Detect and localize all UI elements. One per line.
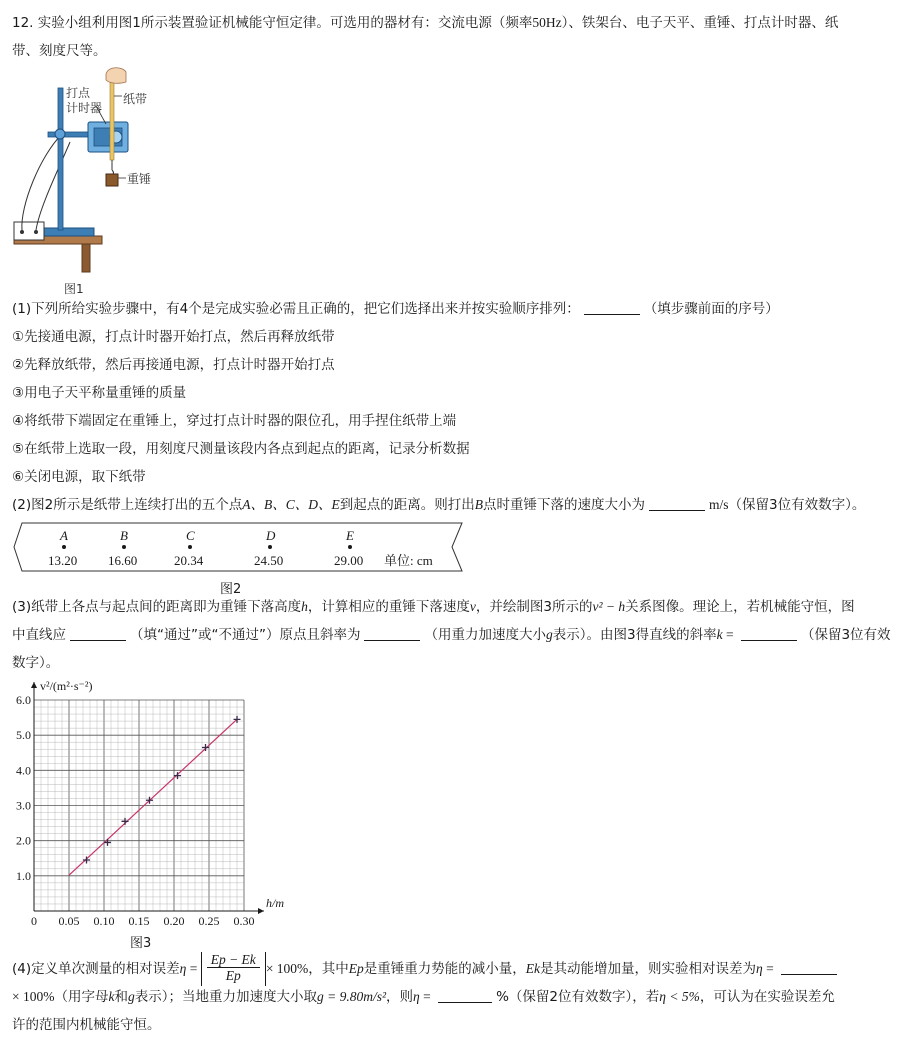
part3-line-2: 中直线应 （填“通过”或“不通过”）原点且斜率为 （用重力加速度大小g表示）。由图3得直线的斜率k = （保留3位有效 — [12, 627, 891, 643]
step-1: ①先接通电源，打点计时器开始打点，然后再释放纸带 — [12, 329, 335, 345]
figure-3 — [8, 676, 308, 951]
y-tick-label: 6.0 — [16, 693, 31, 707]
figure-2 — [12, 520, 467, 596]
y-tick-label: 4.0 — [16, 763, 31, 778]
weight-label: 重锤 — [127, 172, 152, 186]
y-axis-label: v²/(m²·s⁻²) — [40, 679, 93, 693]
x-tick-label: 0.30 — [233, 914, 255, 928]
step-3: ③用电子天平称量重锤的质量 — [12, 385, 187, 401]
figure-3-caption: 图3 — [130, 936, 152, 951]
x-tick-label: 0.15 — [128, 914, 150, 928]
part3-line-3: 数字）。 — [12, 655, 60, 671]
x-axis-label: h/m — [266, 896, 284, 910]
step-4: ④将纸带下端固定在重锤上，穿过打点计时器的限位孔，用手捏住纸带上端 — [12, 413, 457, 429]
part3-line-1: (3)纸带上各点与起点间的距离即为重锤下落高度h，计算相应的重锤下落速度v，并绘制图3所示的v² − h关系图像。理论上，若机械能守恒，图 — [12, 599, 855, 615]
answer-blank-3[interactable] — [70, 626, 126, 641]
data-point — [174, 772, 181, 779]
tape-point-value: 29.00 — [334, 553, 364, 568]
tape-point-dot — [122, 545, 126, 549]
figure-1 — [10, 66, 170, 298]
y-tick-label: 3.0 — [16, 798, 31, 813]
tape-point-value: 20.34 — [174, 553, 204, 568]
data-point — [83, 857, 90, 864]
step-5: ⑤在纸带上选取一段，用刻度尺测量该段内各点到起点的距离，记录分析数据 — [12, 441, 470, 457]
part4-line-2: × 100%（用字母k和g表示）；当地重力加速度大小取g = 9.80m/s²，则η = %（保留2位有效数字），若η < 5%，可认为在实验误差允 — [12, 989, 835, 1005]
y-axis-arrow — [31, 682, 37, 688]
relative-error-formula: $\frac{Ep - Ek}{Ep}$ — [201, 952, 266, 986]
x-axis-arrow — [258, 908, 264, 914]
question-line-2: 带、刻度尺等。 — [12, 43, 107, 59]
tape-unit-label: 单位: cm — [384, 553, 433, 568]
part1-prompt: (1)下列所给实验步骤中，有4个是完成实验必需且正确的，把它们选择出来并按实验顺序排列： （填步骤前面的序号） — [12, 301, 779, 317]
tape-point-dot — [348, 545, 352, 549]
y-tick-label: 1.0 — [16, 868, 31, 883]
v2-h-chart — [8, 676, 308, 930]
tape-point-label: B — [120, 528, 128, 543]
x-tick-label: 0.20 — [163, 914, 185, 928]
part4-line-1: (4)定义单次测量的相对误差η = $\frac{Ep - Ek}{Ep}$ × 100%，其中Ep是重锤重力势能的减小量，Ek是其动能增加量，则实验相对误差为η = — [12, 950, 841, 988]
tape-point-dot — [62, 545, 66, 549]
x-tick-label: 0 — [31, 914, 37, 928]
tape-point-dot — [188, 545, 192, 549]
answer-blank-1[interactable] — [584, 300, 640, 315]
tape-point-label: C — [186, 528, 195, 543]
answer-blank-2[interactable] — [649, 496, 705, 511]
x-tick-label: 0.25 — [198, 914, 220, 928]
step-6: ⑥关闭电源，取下纸带 — [12, 469, 146, 485]
tape-point-label: E — [346, 528, 354, 543]
figure-1-caption: 图1 — [64, 282, 84, 296]
tape-point-value: 24.50 — [254, 553, 284, 568]
timer-label: 打点 计时器 — [66, 86, 103, 115]
y-tick-label: 2.0 — [16, 833, 31, 848]
tape-point-value: 16.60 — [108, 553, 138, 568]
answer-blank-4[interactable] — [364, 626, 420, 641]
x-tick-label: 0.05 — [58, 914, 80, 928]
y-tick-label: 5.0 — [16, 728, 31, 743]
tape-point-label: D — [266, 528, 276, 543]
part2-prompt: (2)图2所示是纸带上连续打出的五个点A、B、C、D、E到起点的距离。则打出B点时重锤下落的速度大小为 m/s（保留3位有效数字）。 — [12, 497, 866, 513]
tape-point-value: 13.20 — [48, 553, 78, 568]
answer-blank-5[interactable] — [741, 626, 797, 641]
tape-point-label: A — [60, 528, 68, 543]
data-point — [122, 818, 129, 825]
question-line-1: 12. 实验小组利用图1所示装置验证机械能守恒定律。可选用的器材有：交流电源（频率50Hz）、铁架台、电子天平、重锤、打点计时器、纸 — [12, 15, 839, 31]
figure-2-caption: 图2 — [220, 582, 242, 597]
answer-blank-6[interactable] — [781, 960, 837, 975]
tape-point-dot — [268, 545, 272, 549]
data-point — [104, 839, 111, 846]
part4-line-3: 许的范围内机械能守恒。 — [12, 1017, 161, 1033]
data-point — [202, 744, 209, 751]
tape-label: 纸带 — [123, 92, 148, 106]
step-2: ②先释放纸带，然后再接通电源，打点计时器开始打点 — [12, 357, 335, 373]
answer-blank-7[interactable] — [438, 988, 492, 1003]
x-tick-label: 0.10 — [93, 914, 115, 928]
